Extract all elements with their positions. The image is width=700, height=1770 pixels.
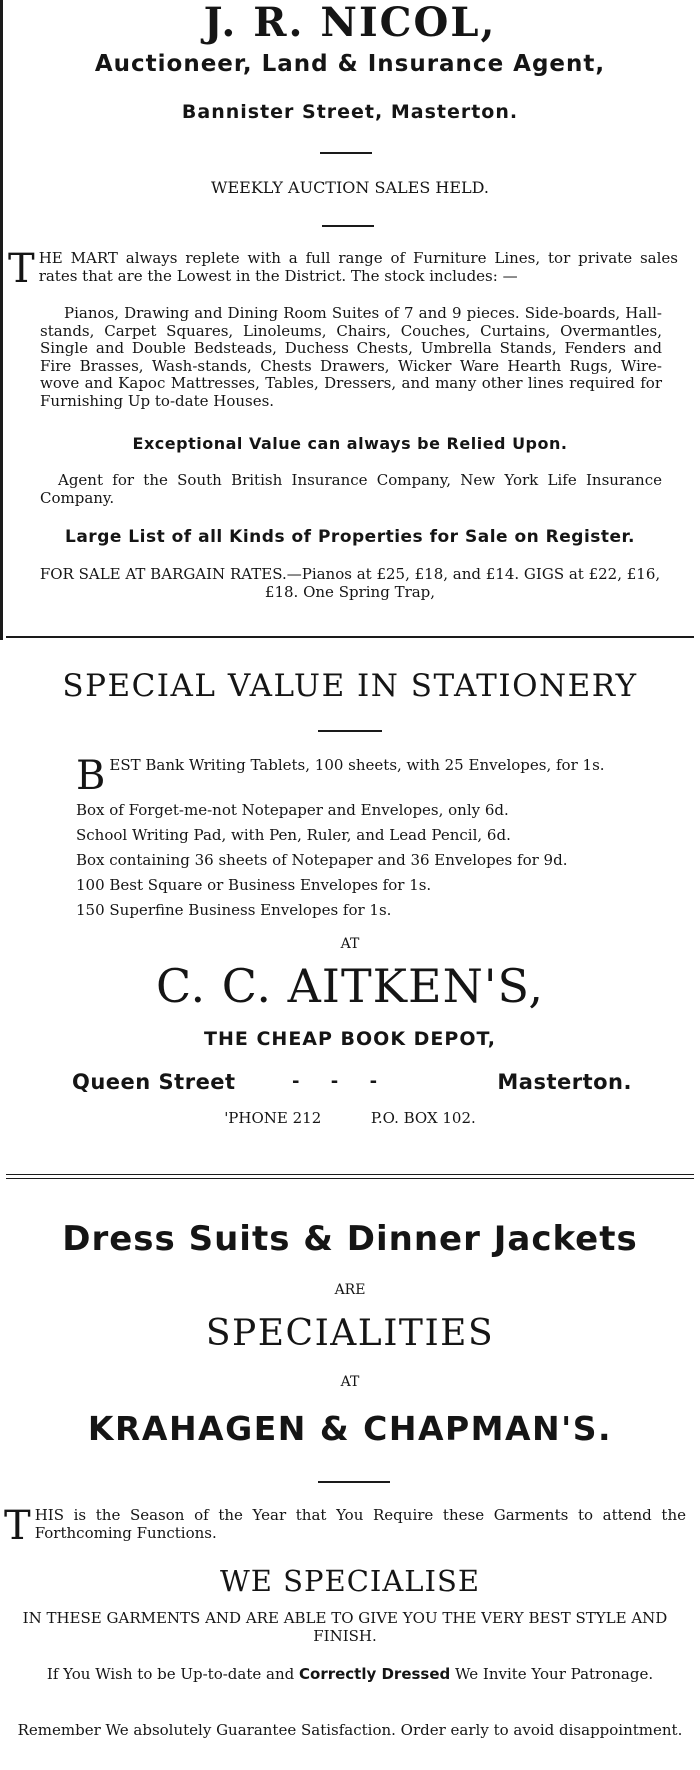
- section-separator: [6, 636, 694, 638]
- at-label: AT: [340, 1374, 360, 1390]
- mart-intro-paragraph: [8, 246, 678, 292]
- drop-cap: B: [76, 753, 106, 799]
- bargain-rates-paragraph: FOR SALE AT BARGAIN RATES.—Pianos at £25, £18, and £14. GIGS at £22, £16, £18. One Spring Trap,: [39, 565, 661, 601]
- list-item: School Writing Pad, with Pen, Ruler, and Lead Pencil, 6d.: [76, 826, 511, 844]
- we-specialise-heading: WE SPECIALISE: [219, 1564, 481, 1598]
- stationery-first-item: [76, 753, 622, 799]
- bank-tablets-text: EST Bank Writing Tablets, 100 sheets, with 25 Envelopes, for 1s.: [109, 756, 605, 774]
- list-item: Box of Forget-me-not Notepaper and Envelopes, only 6d.: [76, 801, 509, 819]
- aitken-shop-name: C. C. AITKEN'S,: [155, 959, 544, 1013]
- specialities-heading: SPECIALITIES: [205, 1313, 495, 1354]
- street-name: Queen Street: [72, 1070, 236, 1094]
- divider: [318, 1481, 390, 1483]
- town-name: Masterton.: [497, 1070, 632, 1094]
- nicol-title: J. R. NICOL,: [203, 0, 497, 46]
- season-paragraph: [4, 1503, 686, 1549]
- drop-cap: T: [8, 246, 35, 292]
- post-office-box: P.O. BOX 102.: [370, 1109, 476, 1127]
- depot-address-line: [72, 1068, 632, 1096]
- list-item: 100 Best Square or Business Envelopes for 1s.: [76, 876, 432, 894]
- phone-number: 'PHONE 212: [224, 1109, 322, 1127]
- section-separator: [6, 1178, 694, 1179]
- property-list-line: Large List of all Kinds of Properties for Sale on Register.: [65, 527, 635, 547]
- at-label: AT: [340, 936, 360, 952]
- stationery-item-list: [76, 798, 636, 923]
- address-dashes: - - -: [292, 1071, 378, 1092]
- guarantee-line: Remember We absolutely Guarantee Satisfaction. Order early to avoid disappointment.: [17, 1721, 683, 1739]
- are-label: ARE: [334, 1282, 366, 1298]
- cheap-book-depot: THE CHEAP BOOK DEPOT,: [204, 1028, 496, 1050]
- exceptional-value-line: Exceptional Value can always be Relied Upon.: [132, 434, 568, 453]
- list-item: 150 Superfine Business Envelopes for 1s.: [76, 901, 392, 919]
- contact-line: [0, 1108, 700, 1130]
- invite-intro: If You Wish to be Up-to-date and: [46, 1665, 299, 1683]
- list-item: Box containing 36 sheets of Notepaper and 36 Envelopes for 9d.: [76, 851, 568, 869]
- section-separator: [6, 1174, 694, 1175]
- insurance-agent-paragraph: Agent for the South British Insurance Company, New York Life Insurance Company.: [40, 471, 662, 507]
- dress-suits-headline: Dress Suits & Dinner Jackets: [62, 1219, 638, 1259]
- divider: [322, 225, 374, 227]
- krahagen-firm-name: KRAHAGEN & CHAPMAN'S.: [87, 1409, 613, 1448]
- season-text: HIS is the Season of the Year that You Require these Garments to attend the Forthcoming Functions.: [34, 1506, 686, 1542]
- weekly-auction-heading: WEEKLY AUCTION SALES HELD.: [211, 178, 489, 197]
- mart-intro-text: HE MART always replete with a full range of Furniture Lines, tor private sales rates that are the Lowest in the District. The stock includes: —: [38, 249, 678, 285]
- stock-list-paragraph: Pianos, Drawing and Dining Room Suites of 7 and 9 pieces. Side-boards, Hall-stands, Carpet Squares, Linoleums, Chairs, Couches, Curtains, Overmantles, Single and Double Bedsteads, Duchess Chests, Umbrella Stands, Fenders and Fire Brasses, Wash-stands, Chests Drawers, Wicker Ware Hearth Rugs, Wire-wove and Kapoc Mattresses, Tables, Dressers, and many other lines required for Furnishing Up to-date Houses.: [40, 304, 662, 410]
- nicol-address: Bannister Street, Masterton.: [181, 101, 519, 123]
- garments-paragraph: IN THESE GARMENTS AND ARE ABLE TO GIVE YOU THE VERY BEST STYLE AND FINISH.: [22, 1609, 668, 1645]
- invite-ending: We Invite Your Patronage.: [450, 1665, 654, 1683]
- correctly-dressed: Correctly Dressed: [299, 1665, 451, 1683]
- invitation-paragraph: [30, 1666, 670, 1684]
- stationery-headline: SPECIAL VALUE IN STATIONERY: [62, 668, 638, 704]
- nicol-subtitle: Auctioneer, Land & Insurance Agent,: [94, 51, 606, 77]
- drop-cap: T: [4, 1503, 31, 1549]
- divider: [320, 152, 372, 154]
- divider: [318, 730, 382, 732]
